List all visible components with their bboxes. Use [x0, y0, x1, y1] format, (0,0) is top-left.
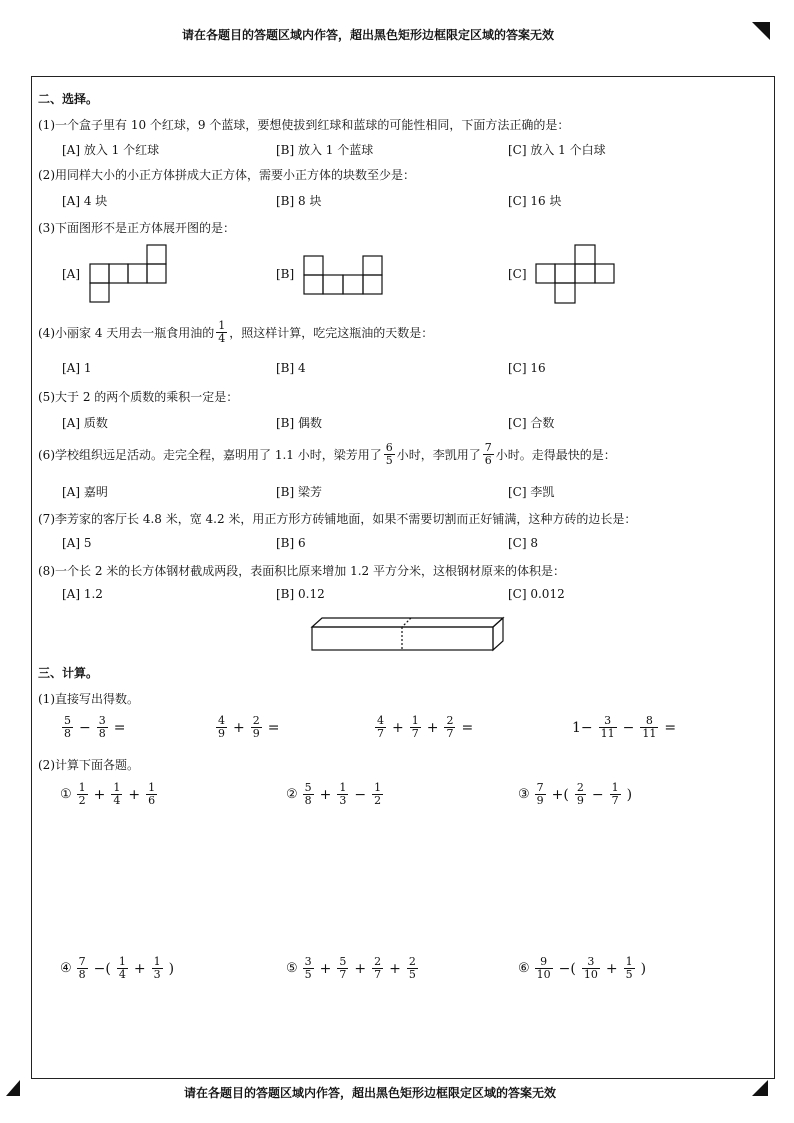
- calc-problem-4: ④ $\frac{7}{8}$ −( $\frac{1}{4}$ + $\frac{1}{3}$ ): [60, 955, 175, 981]
- q5-option-b[interactable]: [B] 偶数: [276, 416, 322, 430]
- cube-net-b: [303, 255, 385, 297]
- calc-problem-1: ① $\frac{1}{2}$ + $\frac{1}{4}$ + $\frac{1}{6}$: [60, 781, 156, 807]
- q5-stem: (5)大于 2 的两个质数的乘积一定是：: [38, 390, 239, 404]
- q2-option-b[interactable]: [B] 8 块: [276, 194, 322, 208]
- q7-option-c[interactable]: [C] 8: [508, 536, 538, 550]
- header-notice: 请在各题目的答题区域内作答，超出黑色矩形边框限定区域的答案无效: [182, 28, 555, 42]
- q7-option-a[interactable]: [A] 5: [62, 536, 92, 550]
- q2-stem: (2)用同样大小的小正方体拼成大正方体，需要小正方体的块数至少是：: [38, 168, 416, 182]
- q1-stem: (1)一个盒子里有 10 个红球，9 个蓝球，要想使拔到红球和蓝球的可能性相同，下面方法正确的是：: [38, 118, 570, 132]
- calc-problem-5: ⑤ $\frac{3}{5}$ + $\frac{5}{7}$ + $\frac{2}{7}$ + $\frac{2}{5}$: [286, 955, 416, 981]
- q4-option-b[interactable]: [B] 4: [276, 361, 306, 375]
- q7-stem: (7)李芳家的客厅长 4.8 米，宽 4.2 米，用正方形方砖铺地面，如果不需要切割而正好铺满，这种方砖的边长是：: [38, 512, 637, 526]
- q3-option-c[interactable]: [C]: [508, 267, 527, 281]
- q8-option-a[interactable]: [A] 1.2: [62, 587, 103, 601]
- q5-option-c[interactable]: [C] 合数: [508, 416, 555, 430]
- q3-option-a[interactable]: [A]: [62, 267, 81, 281]
- direct-calc-2: $\frac{4}{9}$ + $\frac{2}{9}$ =: [218, 714, 280, 740]
- direct-calc-1: $\frac{5}{8}$ − $\frac{3}{8}$ =: [64, 714, 126, 740]
- q2-option-a[interactable]: [A] 4 块: [62, 194, 108, 208]
- q8-option-b[interactable]: [B] 0.12: [276, 587, 325, 601]
- calc-problem-2: ② $\frac{5}{8}$ + $\frac{1}{3}$ − $\frac{1}{2}$: [286, 781, 382, 807]
- q7-option-b[interactable]: [B] 6: [276, 536, 306, 550]
- corner-mark-bottom-left: [6, 1080, 26, 1100]
- section-3-title: 三、计算。: [38, 666, 99, 680]
- cube-net-a: [88, 244, 168, 304]
- q6-option-b[interactable]: [B] 梁芳: [276, 485, 322, 499]
- q1-option-b[interactable]: [B] 放入 1 个蓝球: [276, 143, 374, 157]
- calc-sub1-title: (1)直接写出得数。: [38, 692, 139, 706]
- calc-problem-6: ⑥ $\frac{9}{10}$ −( $\frac{3}{10}$ + $\frac{1}{5}$ ): [518, 955, 647, 981]
- q8-stem: (8)一个长 2 米的长方体钢材截成两段，表面积比原来增加 1.2 平方分米，这根钢材原来的体积是：: [38, 564, 565, 578]
- q6-option-a[interactable]: [A] 嘉明: [62, 485, 108, 499]
- q3-stem: (3)下面图形不是正方体展开图的是：: [38, 221, 235, 235]
- footer-notice: 请在各题目的答题区域内作答，超出黑色矩形边框限定区域的答案无效: [184, 1086, 557, 1100]
- q2-option-c[interactable]: [C] 16 块: [508, 194, 562, 208]
- steel-bar-figure: [310, 615, 506, 653]
- q5-option-a[interactable]: [A] 质数: [62, 416, 108, 430]
- q3-option-b[interactable]: [B]: [276, 267, 295, 281]
- calc-sub2-title: (2)计算下面各题。: [38, 758, 139, 772]
- corner-mark-top-right: [752, 22, 772, 42]
- corner-mark-bottom-right: [752, 1080, 772, 1100]
- q1-option-a[interactable]: [A] 放入 1 个红球: [62, 143, 160, 157]
- q6-option-c[interactable]: [C] 李凯: [508, 485, 555, 499]
- direct-calc-4: 1− $\frac{3}{11}$ − $\frac{8}{11}$ =: [572, 714, 677, 740]
- cube-net-c: [535, 244, 617, 306]
- calc-problem-3: ③ $\frac{7}{9}$ +( $\frac{2}{9}$ − $\frac{1}{7}$ ): [518, 781, 633, 807]
- q4-option-a[interactable]: [A] 1: [62, 361, 92, 375]
- q1-option-c[interactable]: [C] 放入 1 个白球: [508, 143, 606, 157]
- q8-option-c[interactable]: [C] 0.012: [508, 587, 565, 601]
- direct-calc-3: $\frac{4}{7}$ + $\frac{1}{7}$ + $\frac{2}{7}$ =: [377, 714, 474, 740]
- q4-stem: (4)小丽家 4 天用去一瓶食用油的 $\frac{1}{4}$ ，照这样计算，吃完这瓶油的天数是：: [38, 319, 434, 345]
- q6-stem: (6)学校组织远足活动。走完全程，嘉明用了 1.1 小时，梁芳用了 $\frac{6}{5}$ 小时，李凯用了 $\frac{7}{6}$ 小时。走得最快的是：: [38, 441, 616, 467]
- section-2-title: 二、选择。: [38, 92, 99, 106]
- q4-option-c[interactable]: [C] 16: [508, 361, 546, 375]
